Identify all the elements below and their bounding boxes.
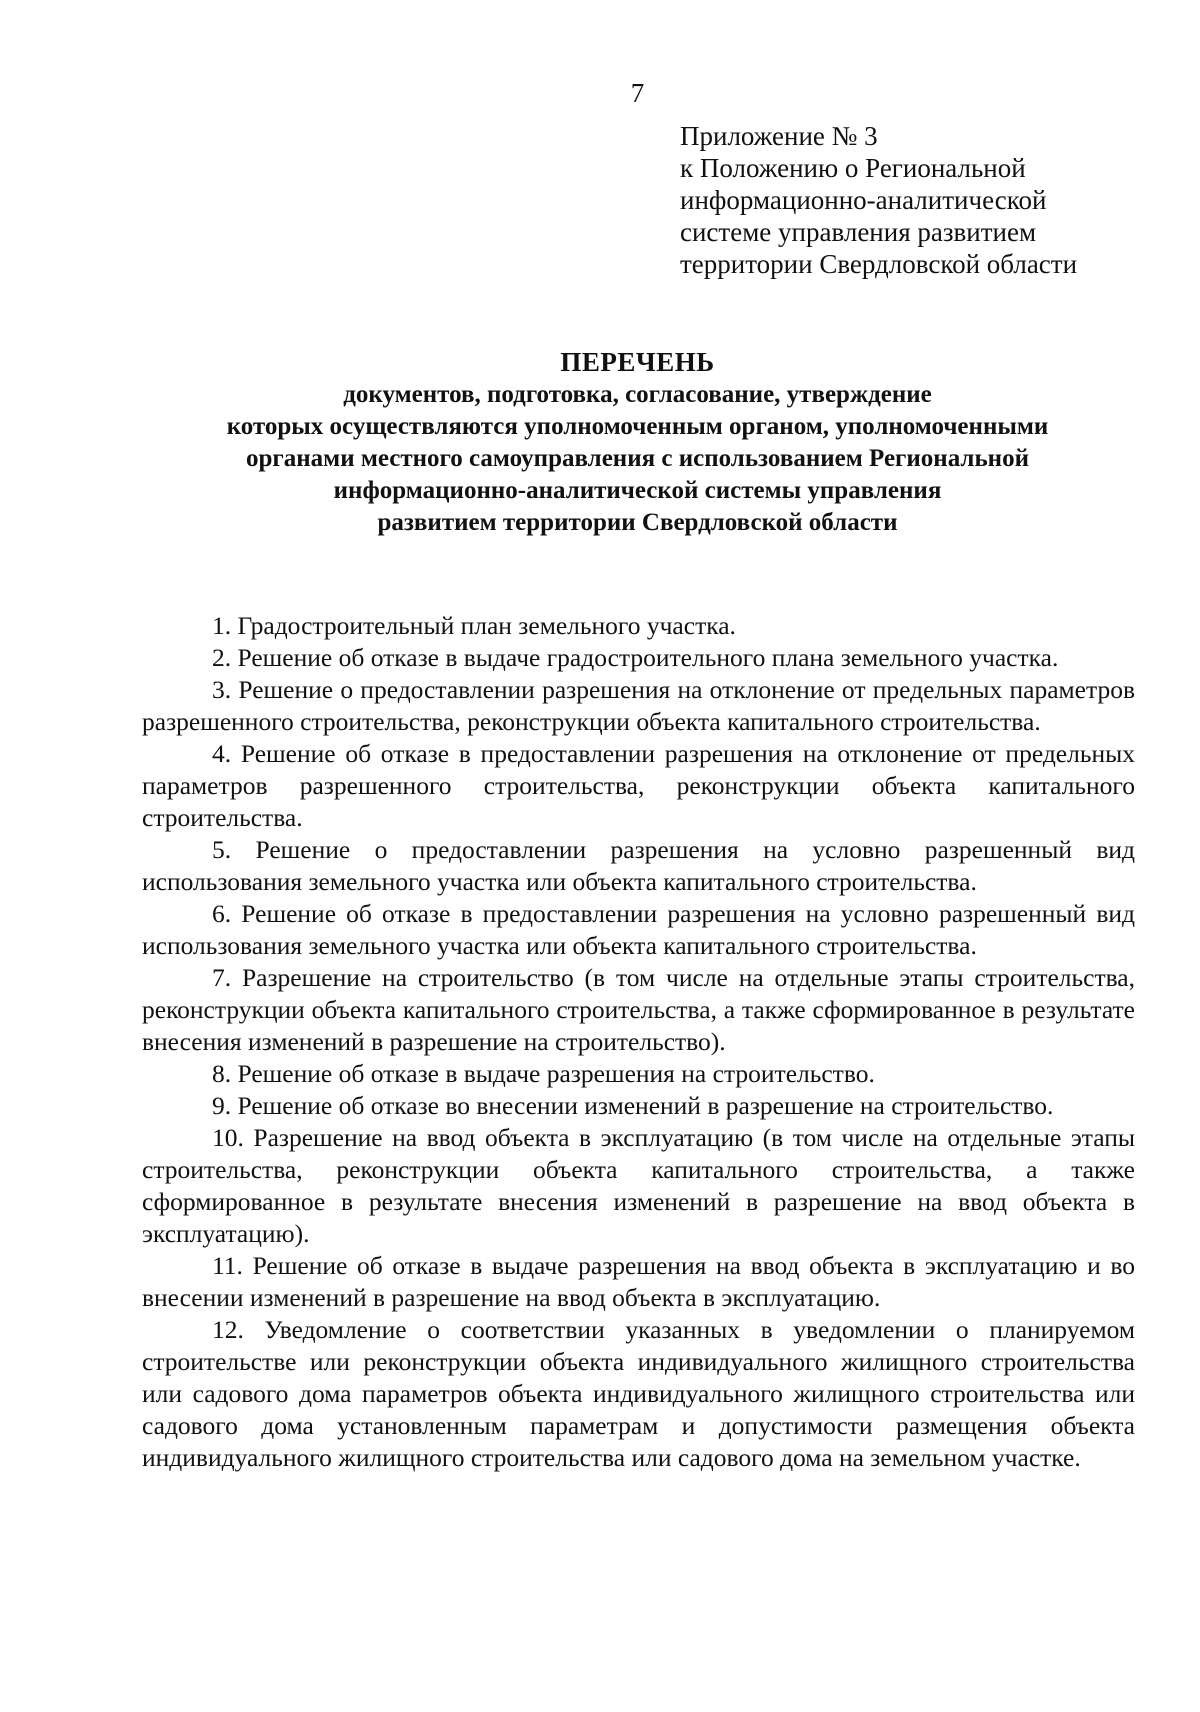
list-item: 9. Решение об отказе во внесении изменений в разрешение на строительство. (212, 1091, 1054, 1120)
subtitle-line: документов, подготовка, согласование, утверждение (343, 381, 932, 408)
list-item: 12. Уведомление о соответствии указанных в уведомлении о планируемом строительстве или реконструкции объекта индивидуального жилищного строительства или садового дома параметров объекта индивидуального жилищного строительства или садового дома установленным параметрам и допустимости размещения объекта индивидуального жилищного строительства или садового дома на земельном участке. (142, 1315, 1135, 1472)
appendix-line: к Положению о Региональной (680, 153, 1026, 183)
appendix-line: территории Свердловской области (680, 249, 1078, 279)
subtitle-line: информационно-аналитической системы управления (333, 477, 942, 504)
list-item: 8. Решение об отказе в выдаче разрешения на строительство. (212, 1059, 875, 1088)
appendix-line: Приложение № 3 (680, 121, 878, 151)
list-item: 11. Решение об отказе в выдаче разрешения на ввод объекта в эксплуатацию и во внесении изменений в разрешение на ввод объекта в эксплуатацию. (142, 1251, 1135, 1312)
list-item: 5. Решение о предоставлении разрешения на условно разрешенный вид использования земельного участка или объекта капитального строительства. (142, 835, 1135, 896)
subtitle-line: органами местного самоуправления с использованием Региональной (246, 445, 1029, 472)
list-item: 7. Разрешение на строительство (в том числе на отдельные этапы строительства, реконструкции объекта капитального строительства, а также сформированное в результате внесения изменений в разрешение на строительство). (142, 963, 1135, 1056)
list-item: 10. Разрешение на ввод объекта в эксплуатацию (в том числе на отдельные этапы строительства, реконструкции объекта капитального строительства, а также сформированное в результате внесения изменений в разрешение на ввод объекта в эксплуатацию). (142, 1123, 1135, 1248)
document-subtitle (140, 379, 1135, 539)
document-list (142, 610, 1135, 1474)
list-item: 6. Решение об отказе в предоставлении разрешения на условно разрешенный вид использования земельного участка или объекта капитального строительства. (142, 899, 1135, 960)
subtitle-line: которых осуществляются уполномоченным органом, уполномоченными (226, 413, 1049, 440)
list-item: 2. Решение об отказе в выдаче градостроительного плана земельного участка. (212, 643, 1059, 672)
appendix-line: системе управления развитием (680, 217, 1037, 247)
document-title: ПЕРЕЧЕНЬ (560, 347, 715, 377)
document-title-block (140, 345, 1135, 539)
appendix-reference (680, 120, 1160, 280)
list-item: 4. Решение об отказе в предоставлении разрешения на отклонение от предельных параметров разрешенного строительства, реконструкции объекта капитального строительства. (142, 739, 1135, 832)
subtitle-line: развитием территории Свердловской области (377, 509, 898, 536)
list-item: 1. Градостроительный план земельного участка. (212, 611, 736, 640)
list-item: 3. Решение о предоставлении разрешения на отклонение от предельных параметров разрешенного строительства, реконструкции объекта капитального строительства. (142, 675, 1135, 736)
appendix-line: информационно-аналитической (680, 185, 1047, 215)
page-number: 7 (630, 78, 645, 108)
